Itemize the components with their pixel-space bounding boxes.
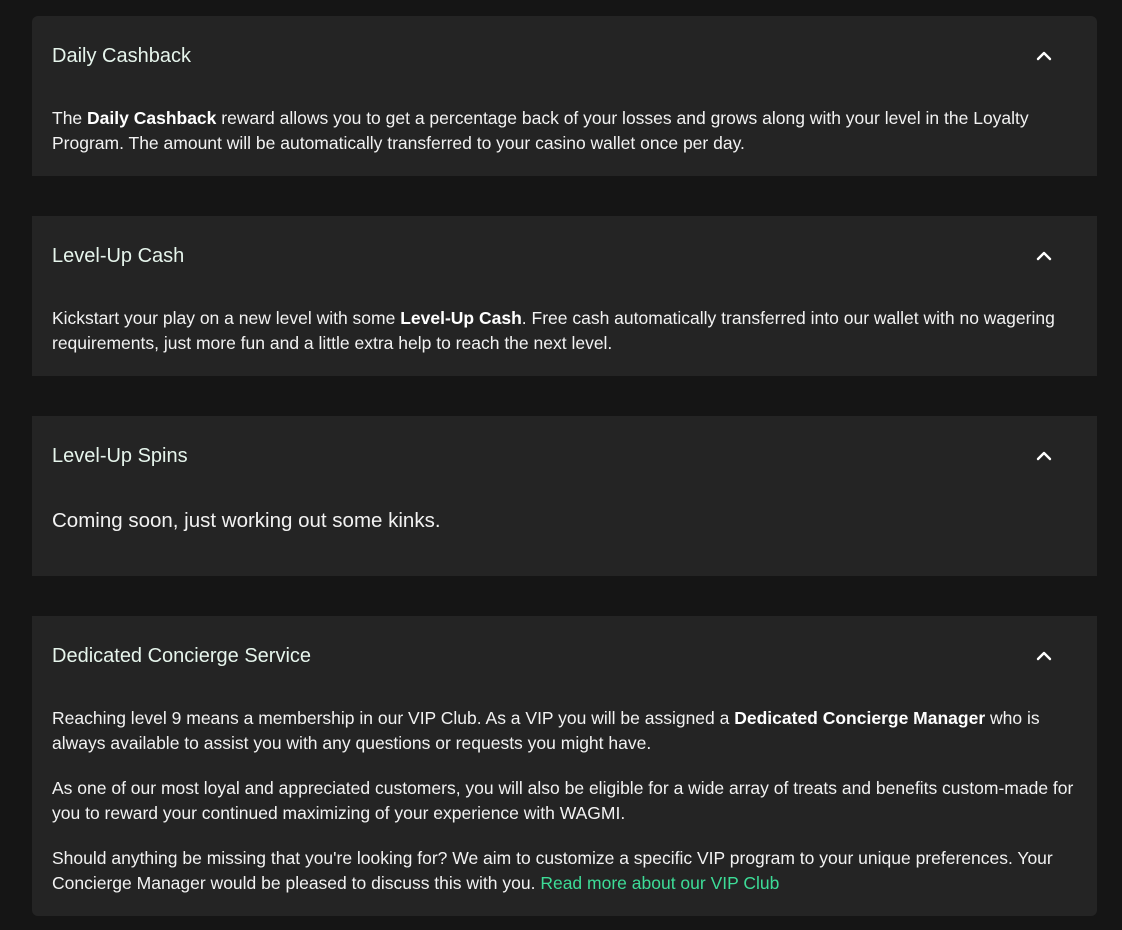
accordion-body <box>52 106 1079 176</box>
accordion-dedicated-concierge <box>32 616 1097 916</box>
accordion-title: Level-Up Cash <box>52 245 185 267</box>
accordion-title: Dedicated Concierge Service <box>52 645 312 667</box>
chevron-up-icon[interactable] <box>1035 647 1053 665</box>
text: Should anything be missing that you're looking for? We aim to customize a specific VIP program to your unique preferences. Your Concierge Manager would be pleased to discuss this with you. <box>52 848 1053 893</box>
paragraph <box>52 106 1079 156</box>
chevron-up-icon[interactable] <box>1035 247 1053 265</box>
accordion-body <box>52 306 1079 376</box>
accordion-body <box>52 508 1079 554</box>
paragraph <box>52 706 1079 756</box>
accordion-header-level-up-cash[interactable] <box>52 216 1077 296</box>
text: . Free cash automatically transferred into our wallet with no wagering requirements, just more fun and a little extra help to reach the next level. <box>52 308 1055 353</box>
bold-text: Daily Cashback <box>87 108 217 128</box>
text: The <box>52 108 88 128</box>
vip-club-link[interactable]: Read more about our VIP Club <box>540 873 780 893</box>
text: Kickstart your play on a new level with some <box>52 308 401 328</box>
coming-soon-text: Coming soon, just working out some kinks. <box>52 509 441 532</box>
chevron-up-icon[interactable] <box>1035 447 1053 465</box>
bold-text: Dedicated Concierge Manager <box>734 708 986 728</box>
chevron-up-icon[interactable] <box>1035 47 1053 65</box>
text: reward allows you to get a percentage back of your losses and grows along with your level in the Loyalty Program. The amount will be automatically transferred to your casino wallet once per day. <box>52 108 1029 153</box>
accordion-level-up-spins <box>32 416 1097 576</box>
paragraph <box>52 306 1079 356</box>
accordion-daily-cashback <box>32 16 1097 176</box>
text: who is always available to assist you with any questions or requests you might have. <box>52 708 1040 753</box>
accordion-header-daily-cashback[interactable] <box>52 16 1077 96</box>
text: Reaching level 9 means a membership in our VIP Club. As a VIP you will be assigned a <box>52 708 735 728</box>
bold-text: Level-Up Cash <box>400 308 522 328</box>
accordion-header-level-up-spins[interactable] <box>52 416 1077 496</box>
accordion-header-dedicated-concierge[interactable] <box>52 616 1077 696</box>
paragraph: As one of our most loyal and appreciated customers, you will also be eligible for a wide array of treats and benefits custom-made for you to reward your continued maximizing of your experience with WAGMI. <box>52 778 1074 823</box>
accordion-level-up-cash <box>32 216 1097 376</box>
accordion-body <box>52 706 1079 916</box>
accordion-title: Level-Up Spins <box>52 445 188 467</box>
paragraph <box>52 846 1079 896</box>
accordion-title: Daily Cashback <box>52 45 191 67</box>
